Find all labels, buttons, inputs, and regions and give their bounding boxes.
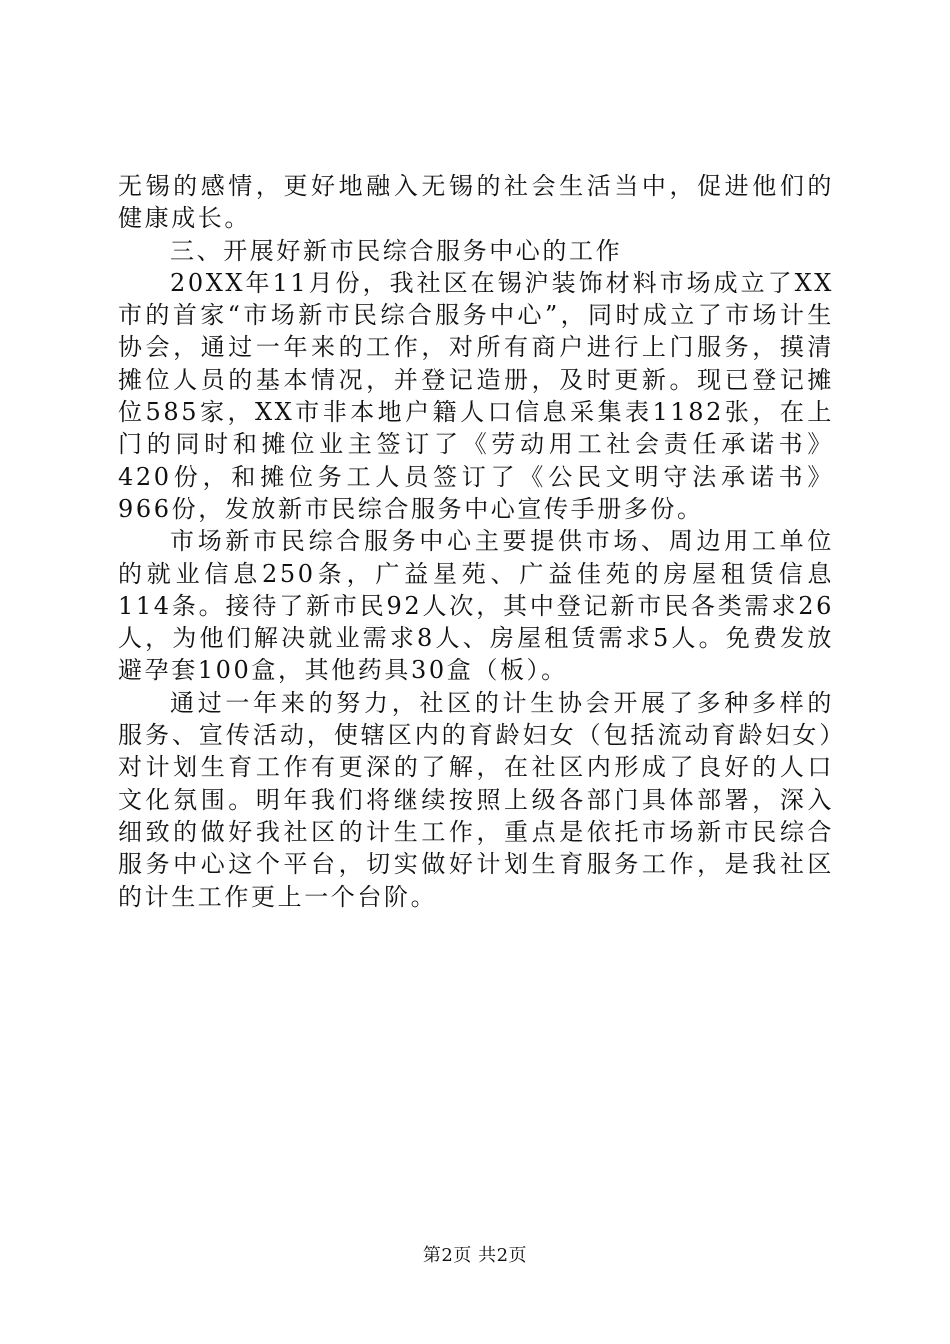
paragraph-information: 市场新市民综合服务中心主要提供市场、周边用工单位的就业信息250条，广益星苑、广益佳苑的房屋租赁信息114条。接待了新市民92人次，其中登记新市民各类需求26人，为他们解决就业需求8人、房屋租赁需求5人。免费发放避孕套100盒，其他药具30盒（板）。: [118, 527, 834, 685]
section-heading: 三、开展好新市民综合服务中心的工作: [170, 236, 623, 265]
page-footer: 第2页 共2页: [422, 1245, 528, 1266]
document-body: [118, 170, 834, 913]
paragraph-service-center: 20XX年11月份，我社区在锡沪装饰材料市场成立了XX市的首家“市场新市民综合服务中心”，同时成立了市场计生协会，通过一年来的工作，对所有商户进行上门服务，摸清摊位人员的基本情况，并登记造册，及时更新。现已登记摊位585家，XX市非本地户籍人口信息采集表1182张，在上门的同时和摊位业主签订了《劳动用工社会责任承诺书》420份，和摊位务工人员签订了《公民文明守法承诺书》966份，发放新市民综合服务中心宣传手册多份。: [118, 268, 834, 523]
paragraph-conclusion: 通过一年来的努力，社区的计生协会开展了多种多样的服务、宣传活动，使辖区内的育龄妇女（包括流动育龄妇女）对计划生育工作有更深的了解，在社区内形成了良好的人口文化氛围。明年我们将继续按照上级各部门具体部署，深入细致的做好我社区的计生工作，重点是依托市场新市民综合服务中心这个平台，切实做好计划生育服务工作，是我社区的计生工作更上一个台阶。: [118, 688, 834, 911]
paragraph-continuation: 无锡的感情，更好地融入无锡的社会生活当中，促进他们的健康成长。: [118, 172, 834, 233]
